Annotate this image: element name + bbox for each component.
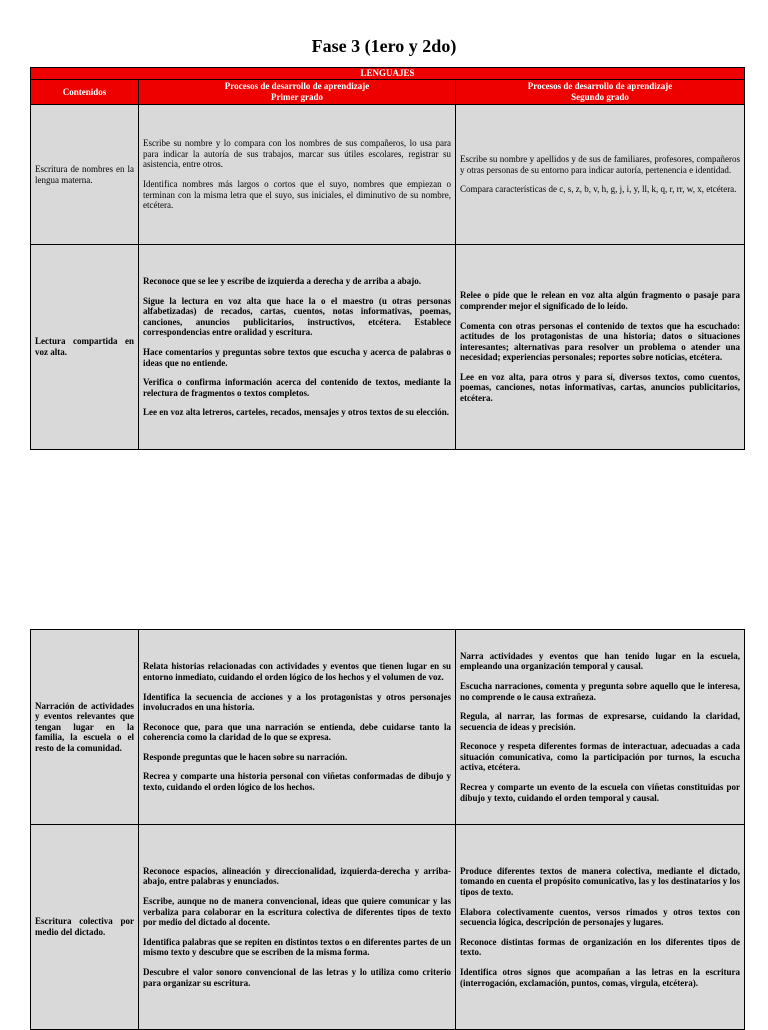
process-paragraph: Sigue la lectura en voz alta que hace la o el maestro (u otras personas alfabetizadas) de recados, cartas, cuentos, notas informativas, poemas, canciones, anuncios publicitarios, instructivos, etcétera. Establece correspondencias entre oralidad y escritura. — [143, 295, 451, 338]
process-paragraph: Produce diferentes textos de manera colectiva, mediante el dictado, tomando en cuenta el propósito comunicativo, las y los destinatarios y los tipos de texto. — [460, 865, 740, 898]
process-paragraph: Descubre el valor sonoro convencional de las letras y lo utiliza como criterio para organizar su escritura. — [143, 966, 451, 988]
process-paragraph: Lee en voz alta, para otros y para sí, diversos textos, como cuentos, poemas, canciones, notas informativas, cartas, anuncios publicitarios, etcétera. — [460, 371, 741, 404]
header-primer-grado-line1: Procesos de desarrollo de aprendizaje — [224, 81, 370, 91]
lenguajes-table — [30, 67, 745, 450]
header-segundo-grado-line2: Segundo grado — [571, 92, 629, 102]
second-grade-cell — [456, 245, 745, 450]
table-row — [31, 105, 745, 245]
process-paragraph: Reconoce espacios, alineación y direccionalidad, izquierda-derecha y arriba-abajo, entre palabras y enunciados. — [143, 865, 451, 887]
process-paragraph: Relata historias relacionadas con actividades y eventos que tienen lugar en su entorno inmediato, cuidando el orden lógico de los hechos y el volumen de voz. — [143, 661, 451, 682]
banner-row — [31, 68, 745, 80]
process-paragraph: Escucha narraciones, comenta y pregunta sobre aquello que le interesa, no comprende o le causa extrañeza. — [460, 680, 740, 702]
process-paragraph: Recrea y comparte un evento de la escuela con viñetas constituidas por dibujo y texto, cuidando el orden temporal y causal. — [460, 782, 740, 803]
header-segundo-grado — [456, 80, 745, 105]
process-paragraph: Identifica la secuencia de acciones y a los protagonistas y otros personajes involucrados en una historia. — [143, 691, 451, 713]
content-cell: Escritura colectiva por medio del dictado. — [31, 825, 139, 1030]
content-cell: Lectura compartida en voz alta. — [31, 245, 139, 450]
first-grade-cell — [139, 245, 456, 450]
process-paragraph: Lee en voz alta letreros, carteles, recados, mensajes y otros textos de su elección. — [143, 407, 450, 418]
process-paragraph: Compara características de c, s, z, b, v, h, g, j, i, y, ll, k, q, r, rr, w, x, etcétera. — [460, 184, 737, 195]
table-row — [31, 825, 745, 1030]
banner-lenguajes: LENGUAJES — [31, 68, 745, 80]
header-primer-grado-line2: Primer grado — [270, 92, 324, 102]
process-paragraph: Elabora colectivamente cuentos, versos rimados y otros textos con secuencia lógica, descripción de personajes y lugares. — [460, 906, 740, 928]
table-row — [31, 245, 745, 450]
process-paragraph: Escribe su nombre y apellidos y de sus de familiares, profesores, compañeros y otras personas de su entorno para indicar autoría, pertenencia e identidad. — [460, 154, 741, 175]
second-grade-cell — [456, 825, 745, 1030]
process-paragraph: Recrea y comparte una historia personal con viñetas conformadas de dibujo y texto, cuidando el orden lógico de los hechos. — [143, 771, 451, 793]
second-grade-cell — [456, 630, 745, 825]
process-paragraph: Identifica nombres más largos o cortos que el suyo, nombres que empiezan o terminan con la misma letra que el suyo, sus iniciales, el diminutivo de su nombre, etcétera. — [143, 179, 451, 211]
header-row — [31, 80, 745, 105]
process-paragraph: Identifica otros signos que acompañan a las letras en la escritura (interrogación, exclamación, puntos, comas, virgula, etcétera). — [460, 966, 740, 988]
table-row — [31, 630, 745, 825]
process-paragraph: Escribe su nombre y lo compara con los nombres de sus compañeros, lo usa para para indicar la autoría de sus trabajos, marcar sus útiles escolares, registrar su asistencia, entre otros. — [143, 138, 451, 170]
process-paragraph: Comenta con otras personas el contenido de textos que ha escuchado: actitudes de los protagonistas de una historia; datos o situaciones interesantes; alternativas para resolver un problema o atender una necesidad; experiencias personales; reportes sobre noticias, etcétera. — [460, 320, 741, 363]
process-paragraph: Relee o pide que le relean en voz alta algún fragmento o pasaje para comprender mejor el significado de lo leído. — [460, 290, 741, 311]
process-paragraph: Reconoce distintas formas de organización en los diferentes tipos de texto. — [460, 936, 740, 958]
process-paragraph: Escribe, aunque no de manera convencional, ideas que quiere comunicar y las verbaliza para colaborar en la escritura colectiva de diferentes tipos de texto por medio del dictado al docente. — [143, 896, 451, 928]
process-paragraph: Verifica o confirma información acerca del contenido de textos, mediante la relectura de fragmentos o textos completos. — [143, 377, 451, 398]
process-paragraph: Hace comentarios y preguntas sobre textos que escucha y acerca de palabras o ideas que no entiende. — [143, 347, 451, 368]
process-paragraph: Reconoce que se lee y escribe de izquierda a derecha y de arriba a abajo. — [143, 276, 422, 287]
process-paragraph: Identifica palabras que se repiten en distintos textos o en diferentes partes de un mismo texto y descubre que se escriben de la misma forma. — [143, 936, 451, 958]
process-paragraph: Reconoce que, para que una narración se entienda, debe cuidarse tanto la coherencia como la claridad de lo que se expresa. — [143, 721, 451, 743]
first-grade-cell — [139, 105, 456, 245]
first-grade-cell — [139, 630, 456, 825]
process-paragraph: Reconoce y respeta diferentes formas de interactuar, adecuadas a cada situación comunicativa, como la participación por turnos, la escucha activa, etcétera. — [460, 741, 740, 773]
process-paragraph: Regula, al narrar, las formas de expresarse, cuidando la claridad, secuencia de ideas y precisión. — [460, 711, 740, 732]
page-title: Fase 3 (1ero y 2do) — [311, 36, 457, 56]
second-grade-cell — [456, 105, 745, 245]
header-segundo-grado-line1: Procesos de desarrollo de aprendizaje — [527, 81, 673, 91]
process-paragraph: Narra actividades y eventos que han tenido lugar en la escuela, empleando una organización temporal y causal. — [460, 650, 740, 672]
continuation-table — [30, 629, 745, 1030]
process-paragraph: Responde preguntas que le hacen sobre su narración. — [143, 751, 348, 762]
header-primer-grado — [139, 80, 456, 105]
header-contenidos: Contenidos — [31, 80, 139, 105]
first-grade-cell — [139, 825, 456, 1030]
content-cell: Narración de actividades y eventos relevantes que tengan lugar en la familia, la escuela o el resto de la comunidad. — [31, 630, 139, 825]
content-cell: Escritura de nombres en la lengua materna. — [31, 105, 139, 245]
